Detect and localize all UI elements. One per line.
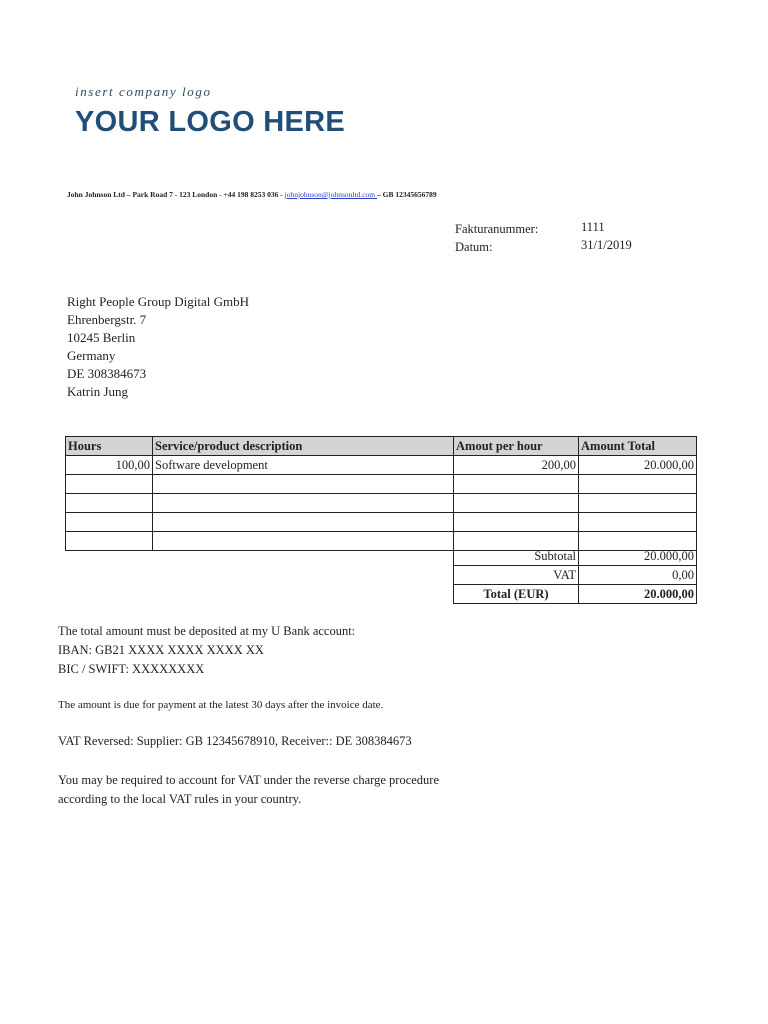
cell-hours [66, 494, 153, 513]
recipient-country: Germany [67, 348, 116, 363]
invoice-number-value: 1111 [581, 220, 605, 234]
sender-vat-number: – GB 12345656789 [376, 190, 437, 199]
vat-reversed-note: VAT Reversed: Supplier: GB 12345678910, Receiver:: DE 308384673 [58, 734, 412, 748]
recipient-contact: Katrin Jung [67, 384, 129, 399]
sender-address: John Johnson Ltd – Park Road 7 - 123 London - +44 198 8253 036 - [67, 190, 285, 199]
subtotal-label: Subtotal [454, 547, 579, 566]
total-label: Total (EUR) [454, 585, 579, 604]
subtotal-row [454, 547, 697, 566]
vat-row [454, 566, 697, 585]
column-header-rate: Amout per hour [454, 437, 579, 456]
cell-rate [454, 475, 579, 494]
column-header-description: Service/product description [153, 437, 454, 456]
payment-instructions [58, 622, 355, 679]
cell-description [153, 494, 454, 513]
subtotal-value: 20.000,00 [579, 547, 697, 566]
items-table-header [66, 437, 697, 456]
cell-rate [454, 513, 579, 532]
reverse-charge-line-2: according to the local VAT rules in your country. [58, 792, 302, 806]
column-header-hours: Hours [66, 437, 153, 456]
cell-hours: 100,00 [66, 456, 153, 475]
reverse-charge-note [58, 771, 439, 809]
cell-amount [579, 494, 697, 513]
cell-description [153, 513, 454, 532]
cell-hours [66, 513, 153, 532]
table-row [66, 494, 697, 513]
cell-description [153, 475, 454, 494]
vat-label: VAT [454, 566, 579, 585]
table-row [66, 513, 697, 532]
invoice-number-label: Fakturanummer: [455, 222, 539, 236]
recipient-city: 10245 Berlin [67, 330, 136, 345]
sender-info-line [67, 190, 437, 199]
cell-description: Software development [153, 456, 454, 475]
total-value: 20.000,00 [579, 585, 697, 604]
cell-rate [454, 494, 579, 513]
cell-amount: 20.000,00 [579, 456, 697, 475]
bic-line: BIC / SWIFT: XXXXXXXX [58, 662, 205, 676]
recipient-vat-id: DE 308384673 [67, 366, 147, 381]
invoice-date-value: 31/1/2019 [581, 238, 632, 252]
totals-table [453, 547, 697, 604]
logo-placeholder-title: YOUR LOGO HERE [75, 106, 346, 138]
iban-line: IBAN: GB21 XXXX XXXX XXXX XX [58, 643, 264, 657]
cell-amount [579, 513, 697, 532]
cell-amount [579, 475, 697, 494]
invoice-date-label: Datum: [455, 240, 493, 254]
vat-value: 0,00 [579, 566, 697, 585]
table-row [66, 475, 697, 494]
cell-description [153, 532, 454, 551]
cell-hours [66, 532, 153, 551]
cell-hours [66, 475, 153, 494]
sender-email-link[interactable]: johnjohnson@johnsonltd.com [284, 190, 377, 199]
items-table [65, 436, 697, 551]
column-header-amount-total: Amount Total [579, 437, 697, 456]
reverse-charge-line-1: You may be required to account for VAT under the reverse charge procedure [58, 773, 440, 787]
table-row [66, 456, 697, 475]
payment-due-note: The amount is due for payment at the latest 30 days after the invoice date. [58, 699, 384, 711]
logo-placeholder-caption: insert company logo [75, 84, 212, 99]
total-row [454, 585, 697, 604]
recipient-street: Ehrenbergstr. 7 [67, 312, 147, 327]
payment-intro: The total amount must be deposited at my U Bank account: [58, 624, 356, 638]
cell-rate: 200,00 [454, 456, 579, 475]
recipient-company: Right People Group Digital GmbH [67, 294, 249, 309]
recipient-address [67, 293, 249, 401]
